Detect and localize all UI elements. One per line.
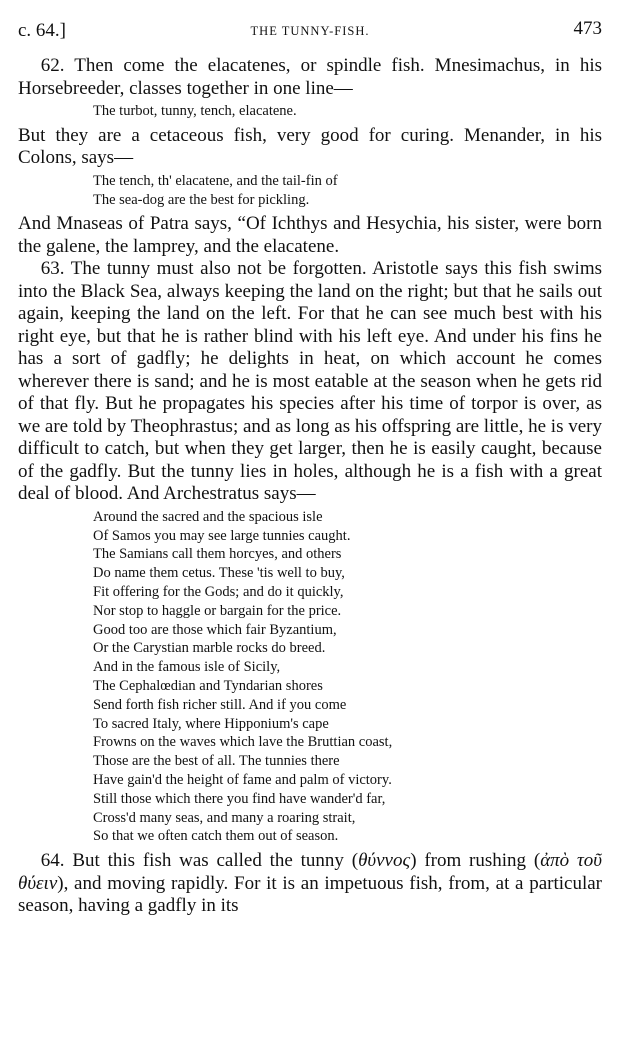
verse-line: Nor stop to haggle or bargain for the price.	[93, 602, 342, 619]
paragraph-62-menander: But they are a cetaceous fish, very good for curing. Menander, in his Colons, says—	[18, 124, 602, 169]
verse-line: Send forth fish richer still. And if you come	[93, 696, 347, 713]
running-header	[18, 16, 602, 46]
verse-line: Cross'd many seas, and many a roaring strait,	[93, 809, 356, 826]
paragraph-63: 63. The tunny must also not be forgotten. Aristotle says this fish swims into the Black Sea, always keeping the land on the right; but that he sails out again, keeping the land on the left. For that he can see much best with his right eye, but that he is rather blind with his left eye. And under his fins he has a sort of gadfly; he delights in heat, on which account he comes wherever there is sand; and he is most eatable at the season when he gets rid of that fly. But he propagates his species after his time of torpor is over, as we are told by Theophrastus; and as long as his offspring are little, he is very difficult to catch, but when they get larger, then he is easily caught, because of the gadfly. But the tunny lies in holes, although he is a fish with a great deal of blood. And Archestratus says—	[18, 258, 602, 505]
verse-line: Of Samos you may see large tunnies caught.	[93, 527, 351, 544]
verse-line: Have gain'd the height of fame and palm of victory.	[93, 772, 392, 789]
chapter-reference: c. 64.]	[18, 20, 67, 41]
verse-quote-mnesimachus	[18, 102, 602, 121]
verse-line: Frowns on the waves which lave the Bruttian coast,	[93, 734, 393, 751]
verse-line: To sacred Italy, where Hipponium's cape	[93, 715, 329, 732]
greek-word-thunnos: θύννος	[358, 850, 411, 872]
verse-quote-archestratus	[18, 508, 602, 846]
verse-line: The Cephalœdian and Tyndarian shores	[93, 678, 323, 695]
verse-line: The turbot, tunny, tench, elacatene.	[93, 103, 297, 119]
verse-line: Good too are those which fair Byzantium,	[93, 621, 337, 638]
verse-line: Do name them cetus. These 'tis well to buy,	[93, 565, 345, 582]
greek-phrase-apo-tou-thuein: ἀπὸ τοῦ θύειν	[18, 850, 602, 894]
paragraph-64-text: ), and moving rapidly. For it is an impetuous fish, from, at a particular season, having a gadfly in its	[18, 872, 602, 917]
verse-line: Around the sacred and the spacious isle	[93, 508, 323, 525]
page-number: 473	[573, 18, 602, 39]
running-title: THE TUNNY-FISH.	[250, 24, 370, 38]
verse-line: So that we often catch them out of season.	[93, 828, 339, 845]
verse-line: Fit offering for the Gods; and do it quickly,	[93, 584, 344, 601]
paragraph-64	[18, 850, 602, 918]
verse-quote-menander	[18, 172, 602, 210]
verse-line: The Samians call them horcyes, and others	[93, 546, 342, 563]
verse-line: The tench, th' elacatene, and the tail-fin of	[93, 172, 338, 189]
verse-line: Or the Carystian marble rocks do breed.	[93, 640, 326, 657]
verse-line: And in the famous isle of Sicily,	[93, 659, 281, 676]
paragraph-64-text: ) from rushing (	[410, 850, 541, 872]
verse-line: Still those which there you find have wander'd far,	[93, 790, 386, 807]
verse-line: The sea-dog are the best for pickling.	[93, 191, 310, 208]
verse-line: Those are the best of all. The tunnies there	[93, 753, 340, 770]
page-body	[18, 55, 602, 918]
paragraph-64-text: 64. But this fish was called the tunny (	[40, 850, 359, 872]
paragraph-62-intro: 62. Then come the elacatenes, or spindle fish. Mnesimachus, in his Horsebreeder, classes together in one line—	[18, 55, 602, 99]
paragraph-62-mnaseas: And Mnaseas of Patra says, “Of Ichthys and Hesychia, his sister, were born the galene, the lamprey, and the elacatene.	[18, 213, 602, 257]
